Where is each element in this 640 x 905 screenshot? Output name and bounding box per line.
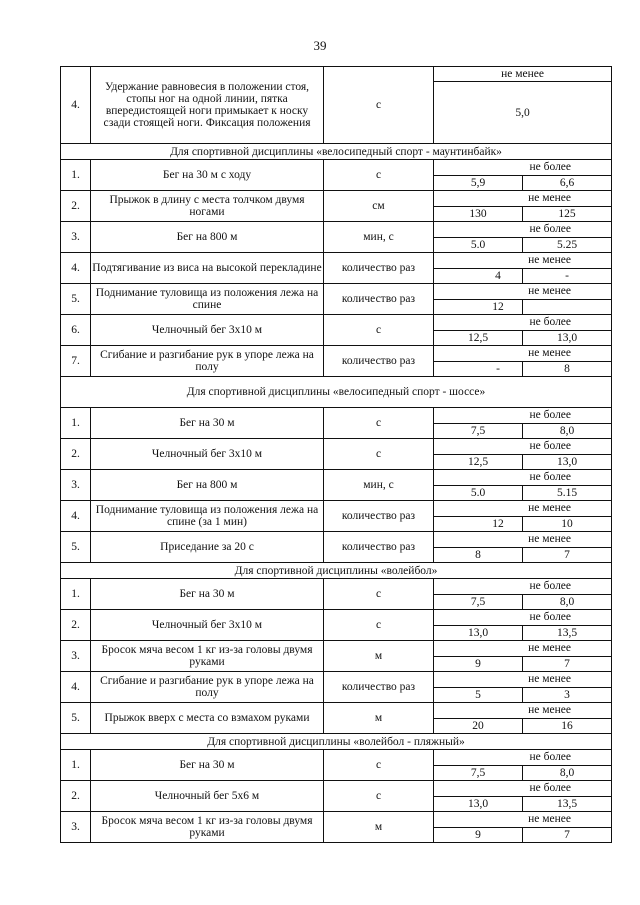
exercise-name: Бег на 30 м [91, 579, 324, 610]
value-cell-first: 9 [434, 827, 523, 843]
value-cell-second: 13,0 [523, 454, 612, 470]
value-cell-second: 6,6 [523, 175, 612, 191]
table-row [61, 408, 612, 424]
unit-cell: количество раз [324, 253, 434, 284]
value-cell-second: 13,0 [523, 330, 612, 346]
exercise-name: Поднимание туловища из положения лежа на спине (за 1 мин) [91, 501, 324, 532]
table-row [61, 67, 612, 82]
table-row [61, 470, 612, 486]
condition-label: не более [434, 222, 612, 238]
value-cell-first: 7,5 [434, 423, 523, 439]
section-title: Для спортивной дисциплины «велосипедный спорт - маунтинбайк» [61, 144, 612, 160]
condition-label: не менее [434, 641, 612, 657]
value-cell-first: 5,9 [434, 175, 523, 191]
exercise-name: Бег на 30 м с ходу [91, 160, 324, 191]
exercise-name: Бег на 800 м [91, 222, 324, 253]
condition-label: не менее [434, 284, 612, 300]
unit-cell: с [324, 610, 434, 641]
value-cell-second: 5.25 [523, 237, 612, 253]
unit-cell: количество раз [324, 284, 434, 315]
value-cell-second: 5.15 [523, 485, 612, 501]
value-cell-first: 12,5 [434, 330, 523, 346]
condition-label: не менее [434, 501, 612, 517]
value-cell-first: 13,0 [434, 625, 523, 641]
value-cell-second: 13,5 [523, 796, 612, 812]
table-row [61, 439, 612, 455]
exercise-name: Сгибание и разгибание рук в упоре лежа на полу [91, 672, 324, 703]
exercise-name: Приседание за 20 с [91, 532, 324, 563]
condition-label: не менее [434, 191, 612, 207]
value-cell-first: - [434, 361, 523, 377]
value-cell-first: 13,0 [434, 796, 523, 812]
table-row [61, 750, 612, 766]
unit-cell: м [324, 703, 434, 734]
exercise-name: Бег на 30 м [91, 408, 324, 439]
row-number: 3. [61, 812, 91, 843]
table-row [61, 641, 612, 657]
condition-label: не менее [434, 812, 612, 828]
exercise-name: Челночный бег 3x10 м [91, 315, 324, 346]
standards-table [60, 66, 612, 843]
value-cell-first: 12,5 [434, 454, 523, 470]
unit-cell: с [324, 408, 434, 439]
exercise-name: Бросок мяча весом 1 кг из-за головы двумя руками [91, 812, 324, 843]
row-number: 3. [61, 641, 91, 672]
row-number: 1. [61, 160, 91, 191]
row-number: 4. [61, 67, 91, 144]
unit-cell: количество раз [324, 346, 434, 377]
exercise-name: Прыжок вверх с места со взмахом руками [91, 703, 324, 734]
row-number: 2. [61, 191, 91, 222]
value-cell-second: 125 [523, 206, 612, 222]
condition-label: не более [434, 579, 612, 595]
table-row [61, 532, 612, 548]
row-number: 5. [61, 532, 91, 563]
table-row [61, 781, 612, 797]
exercise-name: Прыжок в длину с места толчком двумя ногами [91, 191, 324, 222]
table-row [61, 222, 612, 238]
value-cell-first: 9 [434, 656, 523, 672]
unit-cell: м [324, 641, 434, 672]
value-cell-second: 3 [523, 687, 612, 703]
value-cell-first: 5.0 [434, 237, 523, 253]
table-row [61, 812, 612, 828]
table-row [61, 191, 612, 207]
table-row [61, 672, 612, 688]
value-cell-second: 10 [523, 516, 612, 532]
row-number: 1. [61, 579, 91, 610]
exercise-name: Челночный бег 3x10 м [91, 610, 324, 641]
table-row [61, 579, 612, 595]
row-number: 7. [61, 346, 91, 377]
value-cell-second: 16 [523, 718, 612, 734]
condition-label: не более [434, 470, 612, 486]
condition-label: не более [434, 315, 612, 331]
row-number: 3. [61, 470, 91, 501]
section-header-row [61, 734, 612, 750]
row-number: 4. [61, 253, 91, 284]
condition-label: не менее [434, 253, 612, 269]
row-number: 4. [61, 672, 91, 703]
unit-cell: с [324, 781, 434, 812]
value-cell-first: 20 [434, 718, 523, 734]
row-number: 2. [61, 781, 91, 812]
condition-label: не более [434, 610, 612, 626]
value-cell-second: 8,0 [523, 423, 612, 439]
condition-label: не более [434, 408, 612, 424]
condition-label: не более [434, 160, 612, 176]
condition-label: не более [434, 781, 612, 797]
condition-label: не менее [434, 346, 612, 362]
unit-cell: количество раз [324, 532, 434, 563]
value-cell-second: 7 [523, 827, 612, 843]
value-cell-second: 7 [523, 656, 612, 672]
section-header-row [61, 144, 612, 160]
exercise-name: Удержание равновесия в положении стоя, стопы ног на одной линии, пятка впередистоящей ноги примыкает к носку сзади стоящей ноги. Фиксация положения [91, 67, 324, 144]
exercise-name: Бросок мяча весом 1 кг из-за головы двумя руками [91, 641, 324, 672]
exercise-name: Подтягивание из виса на высокой перекладине [91, 253, 324, 284]
table-row [61, 253, 612, 269]
condition-label: не менее [434, 672, 612, 688]
value-cell-second: 8,0 [523, 594, 612, 610]
row-number: 5. [61, 284, 91, 315]
row-number: 6. [61, 315, 91, 346]
unit-cell: с [324, 750, 434, 781]
table-row [61, 160, 612, 176]
value-cell-first: 5 [434, 687, 523, 703]
row-number: 2. [61, 610, 91, 641]
page-number: 39 [313, 38, 327, 53]
row-number: 1. [61, 750, 91, 781]
value-cell-second [523, 299, 612, 315]
row-number: 5. [61, 703, 91, 734]
exercise-name: Сгибание и разгибание рук в упоре лежа на полу [91, 346, 324, 377]
value-cell-first: 7,5 [434, 765, 523, 781]
unit-cell: с [324, 439, 434, 470]
exercise-name: Бег на 800 м [91, 470, 324, 501]
unit-cell: мин, с [324, 222, 434, 253]
value-cell-first: 5.0 [434, 485, 523, 501]
condition-label: не менее [434, 703, 612, 719]
table-row [61, 346, 612, 362]
value-cell-first: 130 [434, 206, 523, 222]
value-cell-second: 7 [523, 547, 612, 563]
value-cell-second: 8,0 [523, 765, 612, 781]
value-cell-second: 13,5 [523, 625, 612, 641]
unit-cell: с [324, 579, 434, 610]
exercise-name: Бег на 30 м [91, 750, 324, 781]
exercise-name: Челночный бег 5x6 м [91, 781, 324, 812]
condition-label: не менее [434, 67, 612, 82]
section-title: Для спортивной дисциплины «волейбол - пляжный» [61, 734, 612, 750]
value-cell-second: 8 [523, 361, 612, 377]
unit-cell: мин, с [324, 470, 434, 501]
row-number: 2. [61, 439, 91, 470]
value-cell-first: 8 [434, 547, 523, 563]
value-cell-first: 12 [434, 299, 523, 315]
table-row [61, 501, 612, 517]
table-row [61, 610, 612, 626]
unit-cell: количество раз [324, 501, 434, 532]
condition-label: не более [434, 750, 612, 766]
unit-cell: с [324, 160, 434, 191]
row-number: 4. [61, 501, 91, 532]
row-number: 1. [61, 408, 91, 439]
exercise-name: Челночный бег 3x10 м [91, 439, 324, 470]
unit-cell: с [324, 315, 434, 346]
exercise-name: Поднимание туловища из положения лежа на спине [91, 284, 324, 315]
unit-cell: количество раз [324, 672, 434, 703]
condition-label: не менее [434, 532, 612, 548]
unit-cell: с [324, 67, 434, 144]
table-row [61, 284, 612, 300]
condition-label: не более [434, 439, 612, 455]
section-title: Для спортивной дисциплины «велосипедный спорт - шоссе» [61, 377, 612, 408]
value-cell-first: 7,5 [434, 594, 523, 610]
value-cell-second: - [523, 268, 612, 284]
table-row [61, 703, 612, 719]
section-title: Для спортивной дисциплины «волейбол» [61, 563, 612, 579]
table-row [61, 315, 612, 331]
section-header-row [61, 377, 612, 408]
section-header-row [61, 563, 612, 579]
value-cell: 5,0 [434, 82, 612, 144]
row-number: 3. [61, 222, 91, 253]
unit-cell: м [324, 812, 434, 843]
unit-cell: см [324, 191, 434, 222]
value-cell-first: 12 [434, 516, 523, 532]
value-cell-first: 4 [434, 268, 523, 284]
